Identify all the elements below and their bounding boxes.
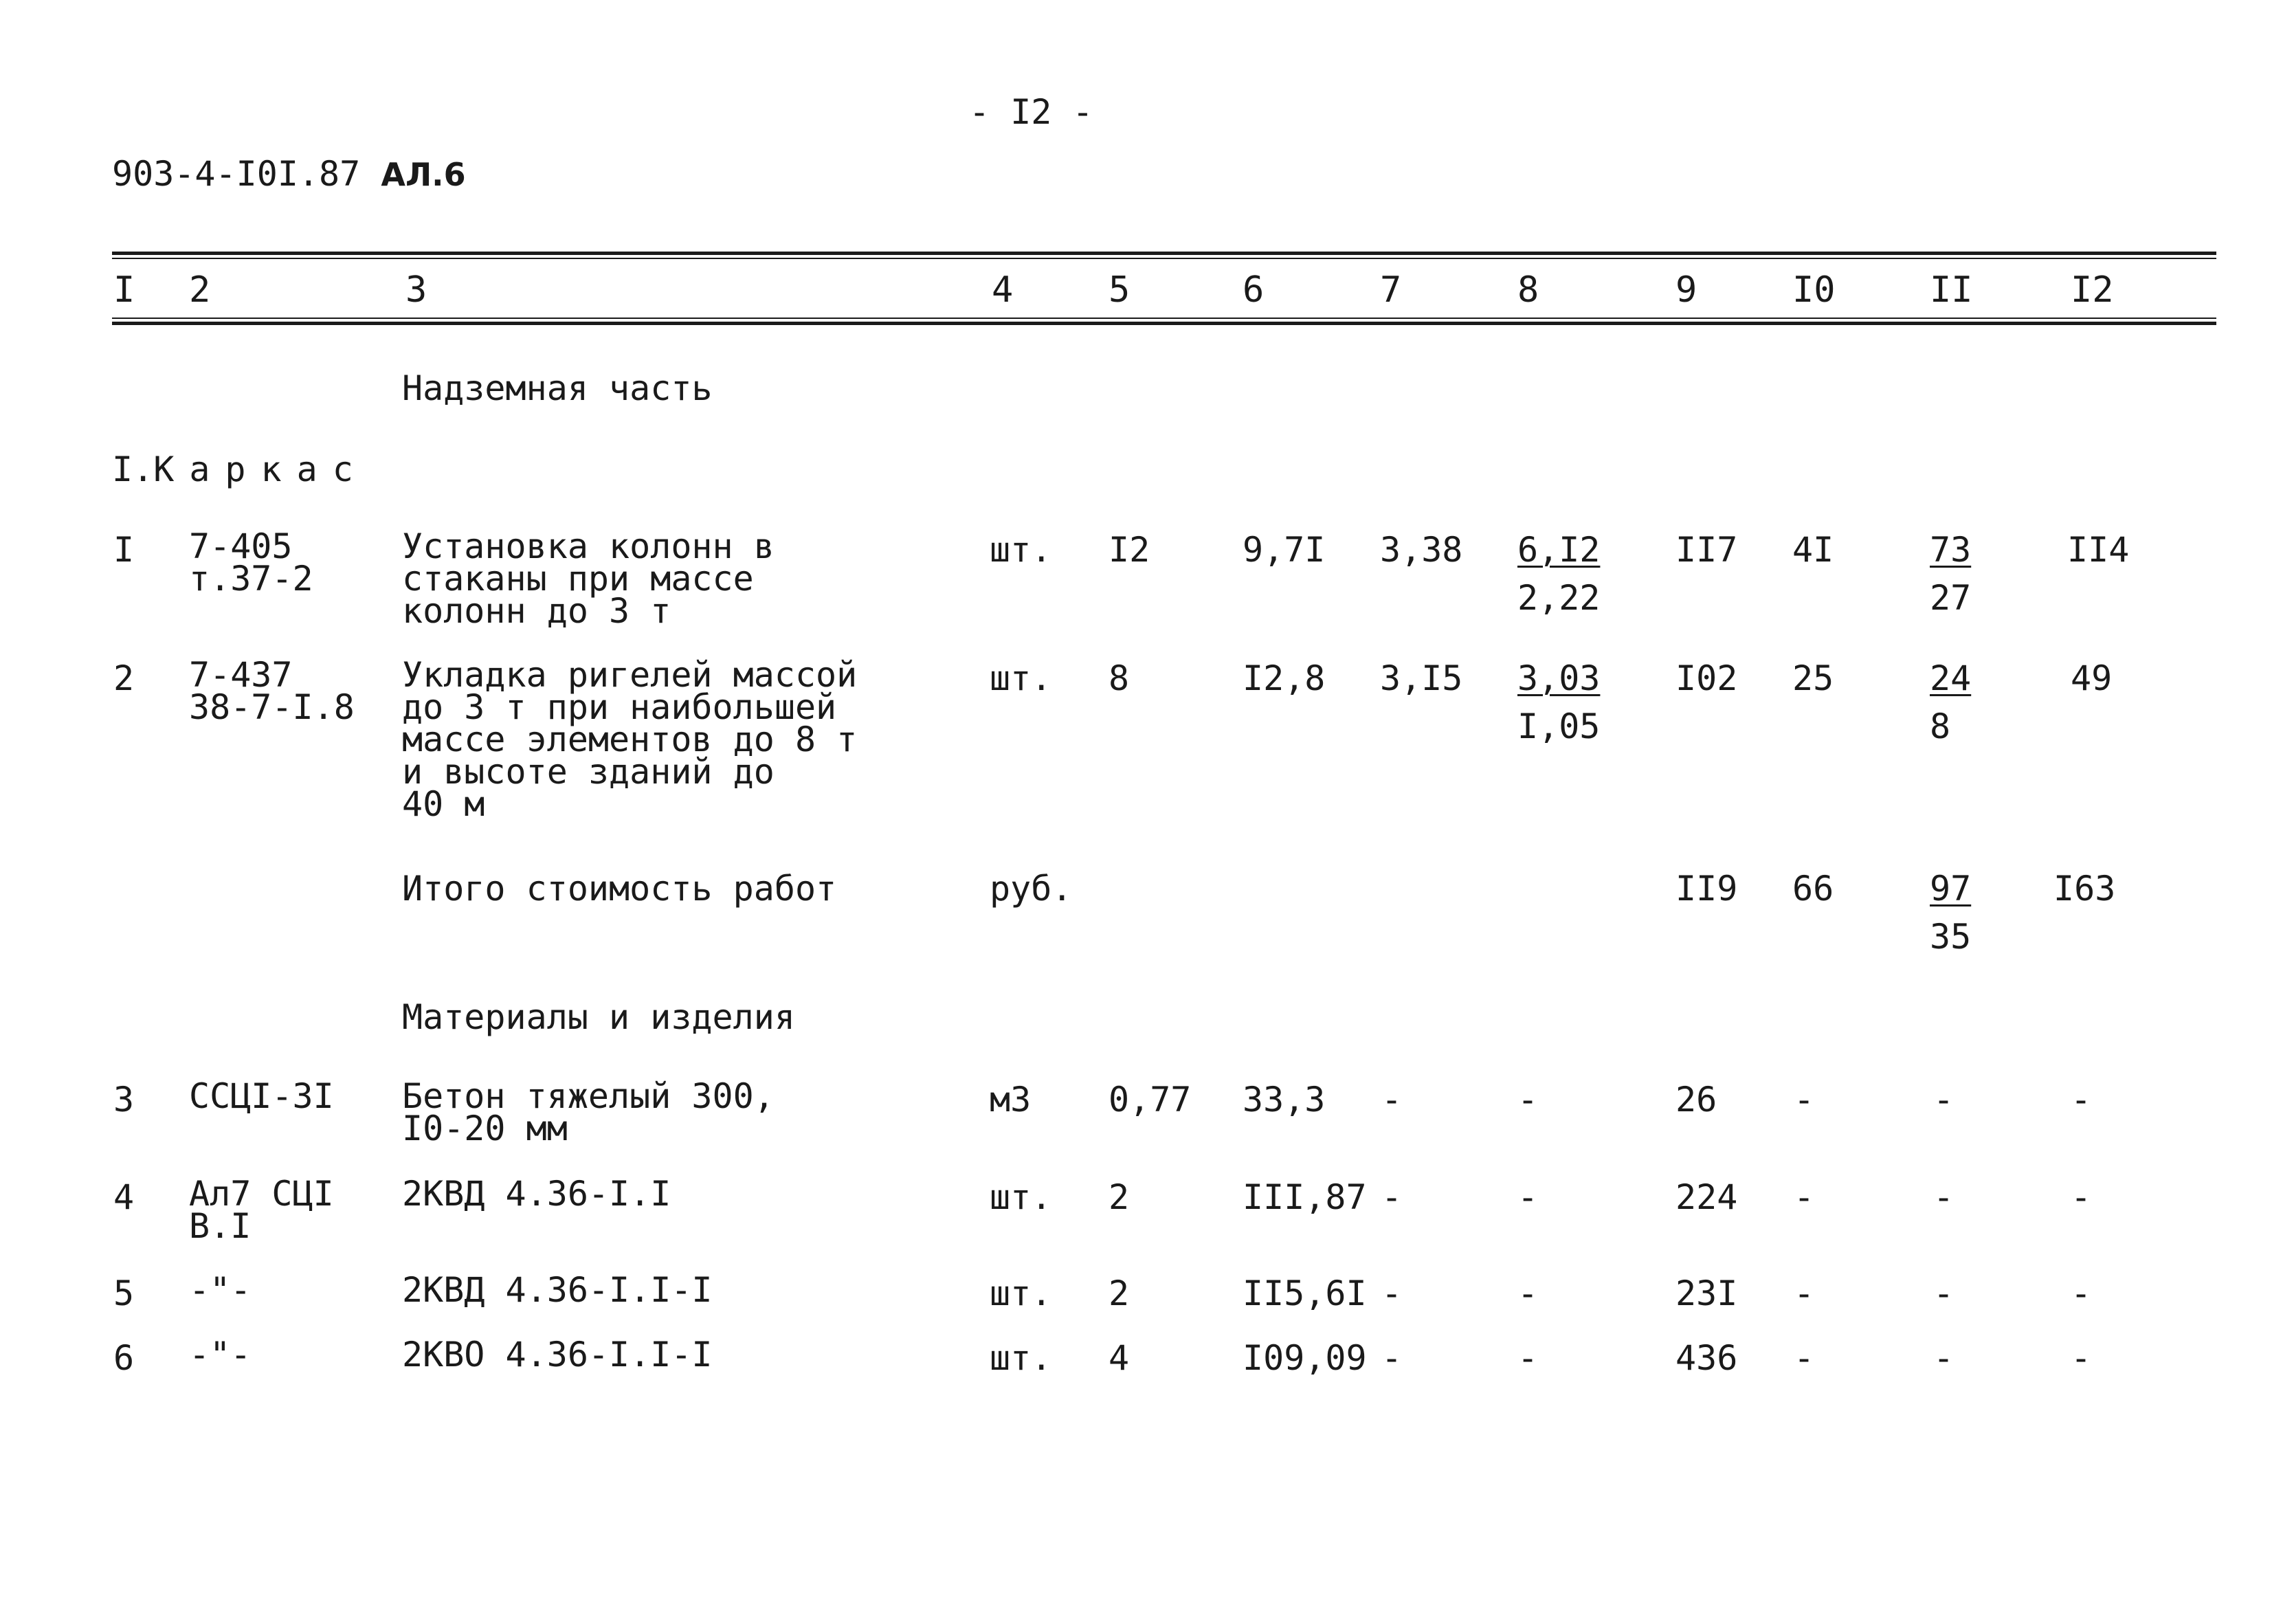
section-frame-title: Каркас (153, 449, 368, 489)
row-col8-top: 6,I2 (1517, 530, 1601, 570)
column-header-11: II (1930, 269, 1973, 311)
row-number: I (113, 530, 135, 570)
row-quantity: 4 (1109, 1338, 1130, 1378)
row-col10: 25 (1792, 658, 1834, 698)
row-quantity: I2 (1109, 530, 1150, 570)
page-number: - I2 - (969, 92, 1093, 132)
row-col12: - (2071, 1177, 2092, 1217)
column-header-12: I2 (2071, 269, 2114, 311)
row-code: ССЦI-3I (189, 1076, 334, 1116)
row-col7: - (1381, 1080, 1403, 1120)
column-header-10: I0 (1792, 269, 1836, 311)
row-col12: - (2071, 1273, 2092, 1313)
row-col8-top: 3,03 (1517, 658, 1601, 698)
row-col8: - (1517, 1338, 1539, 1378)
row-col8-bottom: I,05 (1517, 707, 1601, 746)
table-top-rule-thin (112, 258, 2216, 259)
total-col10: 66 (1792, 869, 1834, 909)
row-col9: 23I (1675, 1273, 1738, 1313)
row-col7: - (1381, 1338, 1403, 1378)
row-unit-cost: I2,8 (1243, 658, 1326, 698)
row-col7: - (1381, 1177, 1403, 1217)
section-heading-materials: Материалы и изделия (402, 997, 795, 1037)
row-col11-bottom: 27 (1930, 578, 1972, 618)
row-col9: I02 (1675, 658, 1738, 698)
row-col12: - (2071, 1338, 2092, 1378)
row-code: 7-437 38-7-I.8 (189, 655, 355, 727)
row-number: 2 (113, 658, 135, 698)
row-description: Укладка ригелей массой до 3 т при наибольшей массе элементов до 8 т и высоте зданий до 40 м (402, 655, 858, 824)
total-col11-top: 97 (1930, 869, 1972, 909)
row-quantity: 2 (1109, 1273, 1130, 1313)
row-col11-bottom: 8 (1930, 707, 1951, 746)
row-quantity: 2 (1109, 1177, 1130, 1217)
row-unit: шт. (990, 1338, 1052, 1378)
row-code: Ал7 СЦI В.I (189, 1174, 334, 1246)
row-col9: 436 (1675, 1338, 1738, 1378)
section-frame-number: I. (112, 449, 154, 489)
total-unit: руб. (990, 869, 1073, 909)
column-header-2: 2 (189, 269, 211, 311)
row-col7: - (1381, 1273, 1403, 1313)
row-unit-cost: I09,09 (1243, 1338, 1367, 1378)
row-description: Установка колонн в стаканы при массе колонн до 3 т (402, 526, 775, 631)
row-description: Бетон тяжелый 300, I0-20 мм (402, 1076, 775, 1148)
column-header-3: 3 (405, 269, 427, 311)
total-col9: II9 (1675, 869, 1738, 909)
row-col10: 4I (1792, 530, 1834, 570)
total-label: Итого стоимость работ (402, 869, 837, 909)
row-code: 7-405 т.37-2 (189, 526, 313, 599)
row-col12: 49 (2071, 658, 2113, 698)
row-col11: - (1933, 1273, 1954, 1313)
document-sheet-mark: АЛ.6 (381, 156, 466, 193)
section-heading-frame (112, 449, 368, 489)
row-number: 4 (113, 1177, 135, 1217)
row-col8-bottom: 2,22 (1517, 578, 1601, 618)
row-col7: 3,I5 (1380, 658, 1463, 698)
row-code: -"- (189, 1335, 252, 1375)
row-quantity: 8 (1109, 658, 1130, 698)
row-col10: - (1794, 1273, 1815, 1313)
row-col9: II7 (1675, 530, 1738, 570)
row-col8: - (1517, 1273, 1539, 1313)
column-header-1: I (113, 269, 135, 311)
document-code-number: 903-4-I0I.87 (112, 154, 361, 194)
row-col11: - (1933, 1338, 1954, 1378)
row-number: 3 (113, 1080, 135, 1120)
column-header-9: 9 (1675, 269, 1697, 311)
row-col11-top: 73 (1930, 530, 1972, 570)
row-unit: шт. (990, 1177, 1052, 1217)
row-number: 6 (113, 1338, 135, 1378)
row-description: 2КВД 4.36-I.I (402, 1174, 671, 1214)
row-unit-cost: III,87 (1243, 1177, 1367, 1217)
column-header-7: 7 (1380, 269, 1402, 311)
column-header-5: 5 (1109, 269, 1131, 311)
row-col12: - (2071, 1080, 2092, 1120)
row-col11-top: 24 (1930, 658, 1972, 698)
row-col8: - (1517, 1080, 1539, 1120)
document-code (112, 154, 466, 194)
row-unit: м3 (990, 1080, 1032, 1120)
total-col12: I63 (2053, 869, 2116, 909)
row-description: 2КВО 4.36-I.I-I (402, 1335, 713, 1375)
row-col9: 224 (1675, 1177, 1738, 1217)
row-unit: шт. (990, 658, 1052, 698)
total-col11-bottom: 35 (1930, 917, 1972, 957)
row-unit: шт. (990, 530, 1052, 570)
row-col9: 26 (1675, 1080, 1717, 1120)
row-unit-cost: II5,6I (1243, 1273, 1367, 1313)
row-col11: - (1933, 1080, 1954, 1120)
row-col10: - (1794, 1177, 1815, 1217)
table-header-rule-thick (112, 322, 2216, 325)
section-heading-above-ground: Надземная часть (402, 368, 713, 408)
column-header-6: 6 (1243, 269, 1265, 311)
row-unit: шт. (990, 1273, 1052, 1313)
row-col10: - (1794, 1338, 1815, 1378)
row-col10: - (1794, 1080, 1815, 1120)
row-col11: - (1933, 1177, 1954, 1217)
row-col7: 3,38 (1380, 530, 1463, 570)
row-number: 5 (113, 1273, 135, 1313)
row-col8: - (1517, 1177, 1539, 1217)
table-top-rule (112, 252, 2216, 255)
row-description: 2КВД 4.36-I.I-I (402, 1270, 713, 1310)
column-header-4: 4 (992, 269, 1014, 311)
row-code: -"- (189, 1270, 252, 1310)
row-unit-cost: 33,3 (1243, 1080, 1326, 1120)
column-header-8: 8 (1517, 269, 1539, 311)
row-unit-cost: 9,7I (1243, 530, 1326, 570)
table-header-rule (112, 318, 2216, 319)
row-quantity: 0,77 (1109, 1080, 1192, 1120)
row-col12: II4 (2067, 530, 2130, 570)
